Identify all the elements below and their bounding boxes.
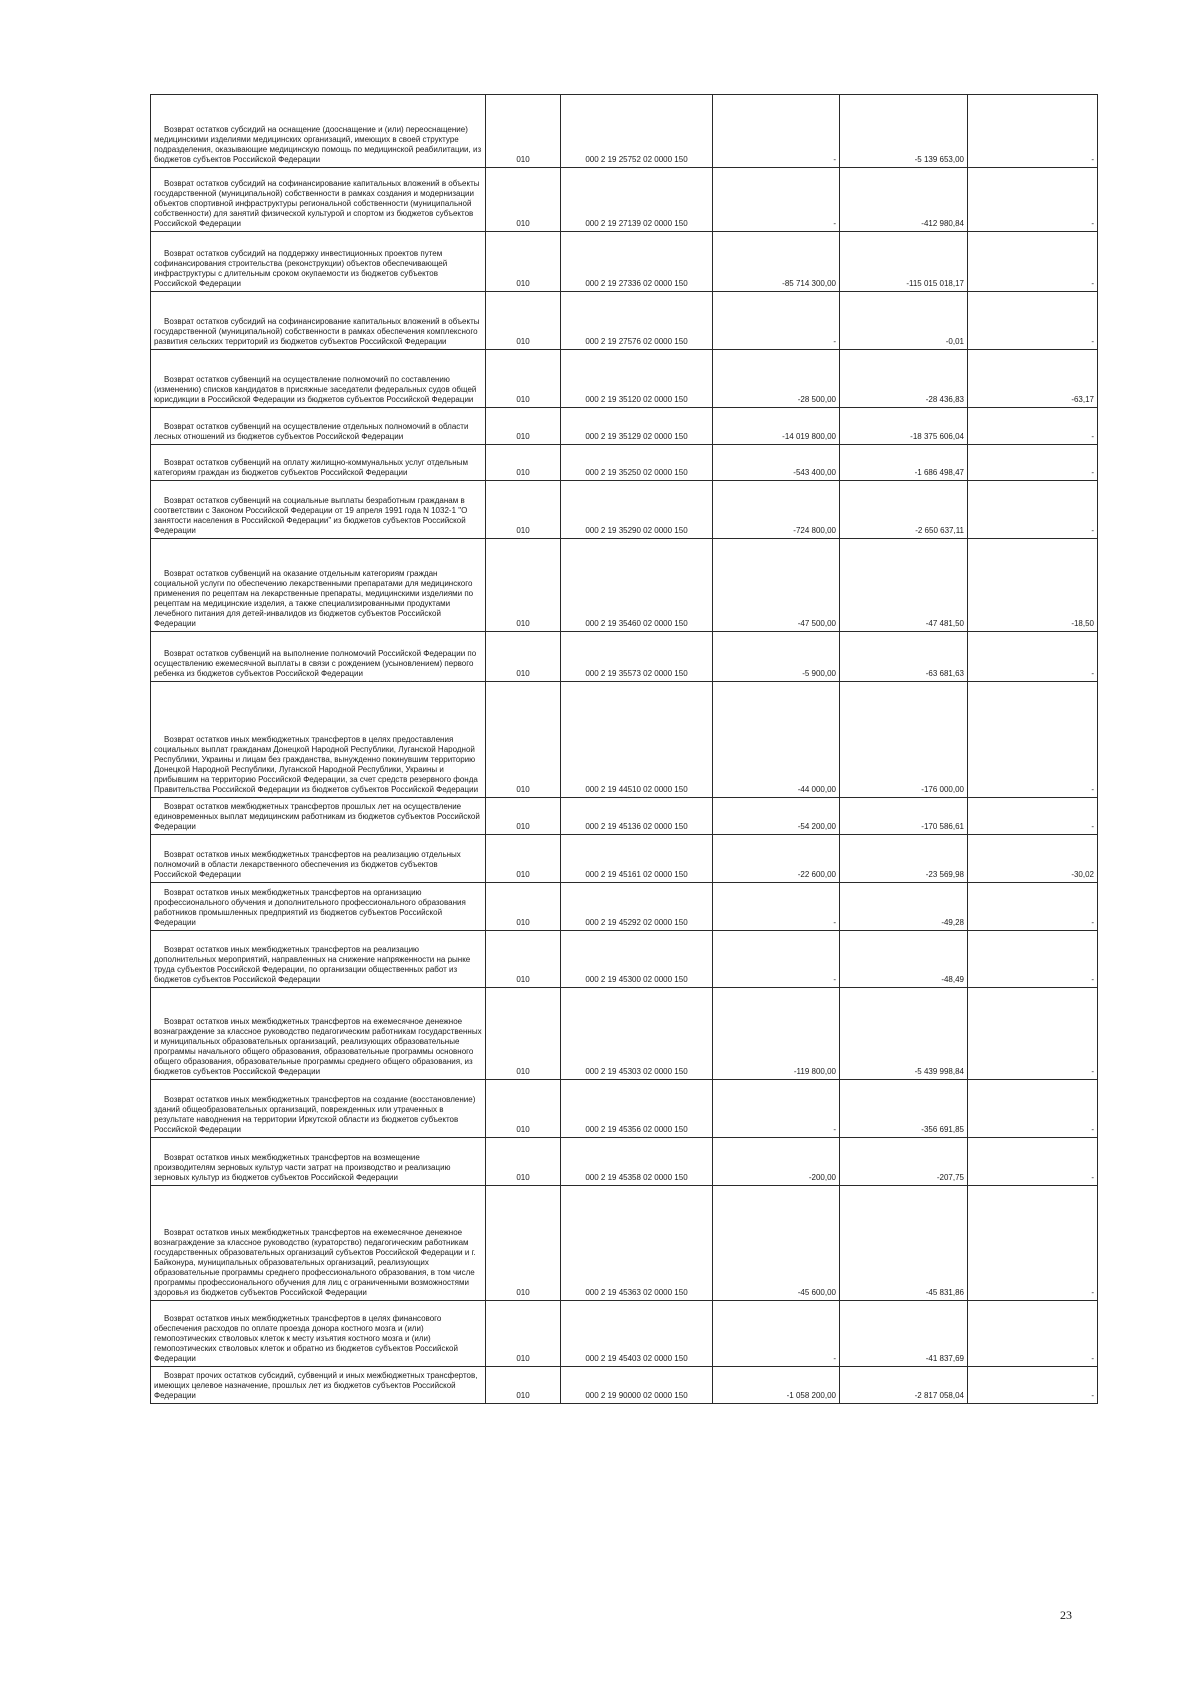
row-code: 010 xyxy=(516,822,530,831)
row-executed-amount-cell xyxy=(840,682,968,798)
row-unexecuted-amount: - xyxy=(1091,279,1094,288)
row-name-cell xyxy=(151,798,486,835)
row-executed-amount-cell xyxy=(840,445,968,481)
row-name-cell xyxy=(151,1138,486,1186)
row-code-cell xyxy=(486,835,561,883)
row-budget-code-cell xyxy=(561,682,713,798)
row-unexecuted-amount: - xyxy=(1091,1067,1094,1076)
row-name: Возврат остатков субсидий на поддержку инвестиционных проектов путем софинансирования строительства (реконструкции) объектов обеспечивающей инфраструктуры с длительным сроком окупаемости из бюджетов субъектов Российской Федерации xyxy=(154,249,448,288)
row-unexecuted-amount: - xyxy=(1091,468,1094,477)
row-budget-code-cell xyxy=(561,988,713,1080)
row-code: 010 xyxy=(516,1067,530,1076)
row-executed-amount: -63 681,63 xyxy=(925,669,964,678)
row-code: 010 xyxy=(516,1391,530,1400)
row-budget-code-cell xyxy=(561,1301,713,1367)
row-code: 010 xyxy=(516,619,530,628)
row-name: Возврат остатков субвенций на осуществление полномочий по составлению (изменению) списков кандидатов в присяжные заседатели федеральных судов общей юрисдикции в Российской Федерации из бюджетов субъектов Российской Федерации xyxy=(154,375,477,404)
table-row xyxy=(151,931,1098,988)
row-executed-amount-cell xyxy=(840,988,968,1080)
row-name: Возврат остатков субвенций на оплату жилищно-коммунальных услуг отдельным категориям граждан из бюджетов субъектов Российской Федерации xyxy=(154,458,468,477)
row-budget-code: 000 2 19 45300 02 0000 150 xyxy=(585,975,688,984)
row-unexecuted-amount: - xyxy=(1091,669,1094,678)
row-approved-amount-cell xyxy=(713,835,840,883)
row-name: Возврат остатков субвенций на социальные выплаты безработным гражданам в соответствии с Законом Российской Федерации от 19 апреля 1991 года N 1032-1 "О занятости населения в Российской Федерации" из бюджетов субъектов Российской Федерации xyxy=(154,496,468,535)
row-approved-amount: - xyxy=(833,1125,836,1134)
row-budget-code: 000 2 19 35460 02 0000 150 xyxy=(585,619,688,628)
row-code-cell xyxy=(486,232,561,292)
row-name-cell xyxy=(151,883,486,931)
row-unexecuted-amount-cell xyxy=(968,1138,1098,1186)
row-budget-code-cell xyxy=(561,481,713,539)
row-budget-code: 000 2 19 25752 02 0000 150 xyxy=(585,155,688,164)
table-row xyxy=(151,168,1098,232)
row-unexecuted-amount-cell xyxy=(968,1301,1098,1367)
row-approved-amount: -14 019 800,00 xyxy=(782,432,836,441)
row-code-cell xyxy=(486,1186,561,1301)
row-executed-amount: -45 831,86 xyxy=(925,1288,964,1297)
table-row xyxy=(151,292,1098,350)
row-approved-amount: -44 000,00 xyxy=(797,785,836,794)
row-budget-code-cell xyxy=(561,1367,713,1404)
row-approved-amount: - xyxy=(833,337,836,346)
row-code: 010 xyxy=(516,918,530,927)
row-executed-amount: -5 439 998,84 xyxy=(914,1067,964,1076)
row-code: 010 xyxy=(516,395,530,404)
row-executed-amount: -0,01 xyxy=(945,337,964,346)
row-approved-amount-cell xyxy=(713,408,840,445)
row-approved-amount: - xyxy=(833,219,836,228)
row-budget-code-cell xyxy=(561,1138,713,1186)
row-executed-amount-cell xyxy=(840,1080,968,1138)
row-executed-amount-cell xyxy=(840,481,968,539)
row-name: Возврат остатков иных межбюджетных трансфертов на организацию профессионального обучения и дополнительного профессионального образования работников промышленных предприятий из бюджетов субъектов Российской Федерации xyxy=(154,888,466,927)
row-code-cell xyxy=(486,798,561,835)
row-code: 010 xyxy=(516,279,530,288)
row-unexecuted-amount-cell xyxy=(968,445,1098,481)
row-budget-code: 000 2 19 90000 02 0000 150 xyxy=(585,1391,688,1400)
row-code-cell xyxy=(486,408,561,445)
row-code: 010 xyxy=(516,155,530,164)
row-approved-amount: -47 500,00 xyxy=(797,619,836,628)
row-name-cell xyxy=(151,232,486,292)
row-budget-code: 000 2 19 45356 02 0000 150 xyxy=(585,1125,688,1134)
row-executed-amount: -207,75 xyxy=(936,1173,964,1182)
row-approved-amount-cell xyxy=(713,632,840,682)
row-executed-amount-cell xyxy=(840,232,968,292)
row-executed-amount-cell xyxy=(840,539,968,632)
row-budget-code-cell xyxy=(561,883,713,931)
row-unexecuted-amount-cell xyxy=(968,835,1098,883)
row-approved-amount: -543 400,00 xyxy=(793,468,836,477)
row-approved-amount-cell xyxy=(713,445,840,481)
row-name-cell xyxy=(151,539,486,632)
row-executed-amount-cell xyxy=(840,798,968,835)
row-approved-amount: - xyxy=(833,918,836,927)
row-name-cell xyxy=(151,95,486,168)
row-code-cell xyxy=(486,445,561,481)
row-unexecuted-amount: - xyxy=(1091,219,1094,228)
row-budget-code: 000 2 19 35573 02 0000 150 xyxy=(585,669,688,678)
row-code: 010 xyxy=(516,219,530,228)
row-executed-amount: -2 650 637,11 xyxy=(915,526,964,535)
row-code-cell xyxy=(486,632,561,682)
row-name: Возврат остатков иных межбюджетных трансфертов на ежемесячное денежное вознаграждение за классное руководство педагогическим работникам государственных и муниципальных образовательных организаций, реализующих образовательные программы начального общего образования, образовательные программы основного общего образования, образовательные программы среднего общего образования, из бюджетов субъектов Российской Федерации xyxy=(154,1017,482,1076)
row-code-cell xyxy=(486,1367,561,1404)
row-executed-amount: -47 481,50 xyxy=(925,619,964,628)
row-approved-amount: -5 900,00 xyxy=(802,669,836,678)
row-code-cell xyxy=(486,168,561,232)
row-unexecuted-amount: - xyxy=(1091,918,1094,927)
row-budget-code-cell xyxy=(561,168,713,232)
row-executed-amount: -1 686 498,47 xyxy=(914,468,964,477)
row-unexecuted-amount: - xyxy=(1091,432,1094,441)
row-name-cell xyxy=(151,835,486,883)
row-unexecuted-amount-cell xyxy=(968,931,1098,988)
row-executed-amount: -2 817 058,04 xyxy=(914,1391,964,1400)
row-budget-code-cell xyxy=(561,1186,713,1301)
row-unexecuted-amount: -63,17 xyxy=(1071,395,1094,404)
row-unexecuted-amount-cell xyxy=(968,408,1098,445)
row-budget-code-cell xyxy=(561,931,713,988)
row-unexecuted-amount-cell xyxy=(968,292,1098,350)
row-code: 010 xyxy=(516,975,530,984)
row-executed-amount: -412 980,84 xyxy=(921,219,964,228)
row-budget-code-cell xyxy=(561,445,713,481)
row-executed-amount: -170 586,61 xyxy=(921,822,964,831)
row-executed-amount: -28 436,83 xyxy=(925,395,964,404)
row-executed-amount-cell xyxy=(840,292,968,350)
row-approved-amount: -724 800,00 xyxy=(793,526,836,535)
table-row xyxy=(151,350,1098,408)
row-unexecuted-amount-cell xyxy=(968,632,1098,682)
row-approved-amount-cell xyxy=(713,232,840,292)
row-unexecuted-amount-cell xyxy=(968,988,1098,1080)
row-unexecuted-amount: - xyxy=(1091,155,1094,164)
row-code: 010 xyxy=(516,432,530,441)
row-unexecuted-amount: - xyxy=(1091,1288,1094,1297)
row-executed-amount-cell xyxy=(840,1301,968,1367)
row-budget-code-cell xyxy=(561,539,713,632)
row-name-cell xyxy=(151,1367,486,1404)
row-executed-amount: -23 569,98 xyxy=(925,870,964,879)
row-unexecuted-amount: - xyxy=(1091,975,1094,984)
row-name: Возврат остатков иных межбюджетных трансфертов на реализацию отдельных полномочий в области лекарственного обеспечения из бюджетов субъектов Российской Федерации xyxy=(154,850,461,879)
row-approved-amount-cell xyxy=(713,1186,840,1301)
row-approved-amount-cell xyxy=(713,95,840,168)
row-name-cell xyxy=(151,445,486,481)
row-executed-amount-cell xyxy=(840,1138,968,1186)
row-code-cell xyxy=(486,481,561,539)
row-name: Возврат остатков субсидий на софинансирование капитальных вложений в объекты государственной (муниципальной) собственности в рамках обеспечения комплексного развития сельских территорий из бюджетов субъектов Российской Федерации xyxy=(154,317,480,346)
row-budget-code: 000 2 19 45161 02 0000 150 xyxy=(585,870,688,879)
row-budget-code-cell xyxy=(561,292,713,350)
row-name: Возврат остатков иных межбюджетных трансфертов на возмещение производителям зерновых культур части затрат на производство и реализацию зерновых культур из бюджетов субъектов Российской Федерации xyxy=(154,1153,451,1182)
row-approved-amount-cell xyxy=(713,292,840,350)
row-unexecuted-amount-cell xyxy=(968,481,1098,539)
table-row xyxy=(151,539,1098,632)
row-budget-code: 000 2 19 35129 02 0000 150 xyxy=(585,432,688,441)
row-unexecuted-amount-cell xyxy=(968,350,1098,408)
row-code-cell xyxy=(486,539,561,632)
row-unexecuted-amount: - xyxy=(1091,1173,1094,1182)
row-approved-amount-cell xyxy=(713,931,840,988)
row-approved-amount: - xyxy=(833,1354,836,1363)
row-executed-amount-cell xyxy=(840,408,968,445)
row-name-cell xyxy=(151,168,486,232)
row-name: Возврат остатков иных межбюджетных трансфертов на создание (восстановление) зданий общеобразовательных организаций, поврежденных или утраченных в результате наводнения на территории Иркутской области из бюджетов субъектов Российской Федерации xyxy=(154,1095,476,1134)
row-name-cell xyxy=(151,408,486,445)
row-approved-amount-cell xyxy=(713,1080,840,1138)
row-approved-amount-cell xyxy=(713,798,840,835)
row-executed-amount-cell xyxy=(840,350,968,408)
row-executed-amount-cell xyxy=(840,632,968,682)
page-number: 23 xyxy=(1060,1608,1072,1622)
table-row xyxy=(151,883,1098,931)
row-name: Возврат прочих остатков субсидий, субвенций и иных межбюджетных трансфертов, имеющих целевое назначение, прошлых лет из бюджетов субъектов Российской Федерации xyxy=(154,1371,478,1400)
row-budget-code: 000 2 19 44510 02 0000 150 xyxy=(585,785,688,794)
row-name-cell xyxy=(151,632,486,682)
row-name: Возврат остатков субвенций на оказание отдельным категориям граждан социальной услуги по обеспечению лекарственными препаратами для медицинского применения по рецептам на лекарственные препараты, медицинскими изделиями по рецептам на медицинские изделия, а также специализированными продуктами лечебного питания для детей-инвалидов из бюджетов субъектов Российской Федерации xyxy=(154,569,474,628)
row-code: 010 xyxy=(516,669,530,678)
row-approved-amount-cell xyxy=(713,539,840,632)
row-name: Возврат остатков субсидий на оснащение (дооснащение и (или) переоснащение) медицинскими изделиями медицинских организаций, имеющих в своей структуре подразделения, оказывающие медицинскую помощь по медицинской реабилитации, из бюджетов субъектов Российской Федерации xyxy=(154,125,482,164)
row-approved-amount: - xyxy=(833,975,836,984)
row-approved-amount-cell xyxy=(713,883,840,931)
row-name: Возврат остатков иных межбюджетных трансфертов на реализацию дополнительных мероприятий, направленных на снижение напряженности на рынке труда субъектов Российской Федерации, по организации общественных работ из бюджетов субъектов Российской Федерации xyxy=(154,945,471,984)
row-executed-amount-cell xyxy=(840,168,968,232)
row-unexecuted-amount: -30,02 xyxy=(1071,870,1094,879)
row-code-cell xyxy=(486,988,561,1080)
row-code: 010 xyxy=(516,468,530,477)
row-unexecuted-amount: - xyxy=(1091,822,1094,831)
row-code-cell xyxy=(486,931,561,988)
row-approved-amount: -85 714 300,00 xyxy=(782,279,836,288)
row-code: 010 xyxy=(516,337,530,346)
row-budget-code: 000 2 19 35290 02 0000 150 xyxy=(585,526,688,535)
row-approved-amount: -119 800,00 xyxy=(793,1067,836,1076)
row-code: 010 xyxy=(516,1354,530,1363)
row-executed-amount: -18 375 606,04 xyxy=(910,432,964,441)
table-row xyxy=(151,1301,1098,1367)
row-executed-amount: -49,28 xyxy=(941,918,964,927)
row-approved-amount-cell xyxy=(713,682,840,798)
row-approved-amount: -22 600,00 xyxy=(797,870,836,879)
row-budget-code-cell xyxy=(561,835,713,883)
row-code-cell xyxy=(486,1301,561,1367)
table-row xyxy=(151,1080,1098,1138)
row-executed-amount: -41 837,69 xyxy=(925,1354,964,1363)
row-code: 010 xyxy=(516,1125,530,1134)
row-budget-code: 000 2 19 45136 02 0000 150 xyxy=(585,822,688,831)
row-code-cell xyxy=(486,682,561,798)
table-row xyxy=(151,798,1098,835)
table-row xyxy=(151,1138,1098,1186)
row-name-cell xyxy=(151,292,486,350)
row-approved-amount-cell xyxy=(713,1138,840,1186)
row-unexecuted-amount-cell xyxy=(968,539,1098,632)
row-approved-amount-cell xyxy=(713,1367,840,1404)
row-unexecuted-amount-cell xyxy=(968,682,1098,798)
row-approved-amount-cell xyxy=(713,1301,840,1367)
table-row xyxy=(151,682,1098,798)
row-executed-amount: -176 000,00 xyxy=(921,785,964,794)
row-budget-code: 000 2 19 35120 02 0000 150 xyxy=(585,395,688,404)
row-name: Возврат остатков иных межбюджетных трансфертов в целях предоставления социальных выплат гражданам Донецкой Народной Республики, Луганской Народной Республики, Украины и лицам без гражданства, вынужденно покинувшим территорию Донецкой Народной Республики, Луганской Народной Республики, Украины и прибывшим на территорию Российской Федерации, за счет средств резервного фонда Правительства Российской Федерации из бюджетов субъектов Российской Федерации xyxy=(154,735,479,794)
row-unexecuted-amount: - xyxy=(1091,1391,1094,1400)
row-unexecuted-amount: - xyxy=(1091,1125,1094,1134)
row-executed-amount: -5 139 653,00 xyxy=(914,155,964,164)
row-unexecuted-amount: -18,50 xyxy=(1071,619,1094,628)
row-unexecuted-amount-cell xyxy=(968,168,1098,232)
row-unexecuted-amount: - xyxy=(1091,337,1094,346)
table-row xyxy=(151,835,1098,883)
row-approved-amount: - xyxy=(833,155,836,164)
table-body xyxy=(151,95,1098,1404)
row-name-cell xyxy=(151,481,486,539)
row-budget-code: 000 2 19 45363 02 0000 150 xyxy=(585,1288,688,1297)
row-approved-amount: -1 058 200,00 xyxy=(786,1391,836,1400)
row-name-cell xyxy=(151,350,486,408)
row-code: 010 xyxy=(516,785,530,794)
row-approved-amount-cell xyxy=(713,350,840,408)
row-approved-amount: -200,00 xyxy=(808,1173,836,1182)
row-name: Возврат остатков иных межбюджетных трансфертов на ежемесячное денежное вознаграждение за классное руководство (кураторство) педагогическим работникам государственных образовательных организаций субъектов Российской Федерации и г. Байконура, муниципальных образовательных организаций, реализующих образовательные программы среднего профессионального образования, в том числе программы профессионального обучения для лиц с ограниченными возможностями здоровья из бюджетов субъектов Российской Федерации xyxy=(154,1228,476,1297)
row-budget-code-cell xyxy=(561,632,713,682)
row-code: 010 xyxy=(516,1288,530,1297)
row-name: Возврат остатков субсидий на софинансирование капитальных вложений в объекты государственной (муниципальной) собственности в рамках создания и модернизации объектов спортивной инфраструктуры региональной собственности (муниципальной собственности) для занятий физической культурой и спортом из бюджетов субъектов Российской Федерации xyxy=(154,179,480,228)
table-row xyxy=(151,632,1098,682)
row-executed-amount-cell xyxy=(840,1367,968,1404)
row-code: 010 xyxy=(516,870,530,879)
table-row xyxy=(151,95,1098,168)
row-name: Возврат остатков субвенций на осуществление отдельных полномочий в области лесных отношений из бюджетов субъектов Российской Федерации xyxy=(154,422,469,441)
row-budget-code-cell xyxy=(561,408,713,445)
row-approved-amount-cell xyxy=(713,481,840,539)
row-budget-code-cell xyxy=(561,798,713,835)
row-unexecuted-amount: - xyxy=(1091,526,1094,535)
row-unexecuted-amount-cell xyxy=(968,883,1098,931)
row-unexecuted-amount: - xyxy=(1091,785,1094,794)
row-approved-amount-cell xyxy=(713,168,840,232)
row-executed-amount-cell xyxy=(840,883,968,931)
table-row xyxy=(151,1186,1098,1301)
row-unexecuted-amount-cell xyxy=(968,1080,1098,1138)
row-unexecuted-amount-cell xyxy=(968,1186,1098,1301)
row-budget-code-cell xyxy=(561,232,713,292)
row-executed-amount-cell xyxy=(840,95,968,168)
row-approved-amount: -28 500,00 xyxy=(797,395,836,404)
table-row xyxy=(151,232,1098,292)
row-budget-code-cell xyxy=(561,1080,713,1138)
row-code-cell xyxy=(486,883,561,931)
row-name-cell xyxy=(151,988,486,1080)
row-code: 010 xyxy=(516,1173,530,1182)
table-row xyxy=(151,1367,1098,1404)
row-budget-code: 000 2 19 35250 02 0000 150 xyxy=(585,468,688,477)
row-code-cell xyxy=(486,350,561,408)
row-unexecuted-amount-cell xyxy=(968,1367,1098,1404)
table-row xyxy=(151,481,1098,539)
row-name-cell xyxy=(151,1186,486,1301)
row-unexecuted-amount-cell xyxy=(968,95,1098,168)
budget-return-table xyxy=(150,94,1098,1404)
row-budget-code: 000 2 19 27576 02 0000 150 xyxy=(585,337,688,346)
row-code-cell xyxy=(486,1080,561,1138)
row-budget-code-cell xyxy=(561,95,713,168)
row-budget-code-cell xyxy=(561,350,713,408)
row-approved-amount: -54 200,00 xyxy=(797,822,836,831)
table-row xyxy=(151,408,1098,445)
row-budget-code: 000 2 19 45403 02 0000 150 xyxy=(585,1354,688,1363)
row-executed-amount: -48,49 xyxy=(941,975,964,984)
row-executed-amount: -115 015 018,17 xyxy=(906,279,964,288)
row-code-cell xyxy=(486,95,561,168)
row-budget-code: 000 2 19 27139 02 0000 150 xyxy=(585,219,688,228)
row-executed-amount-cell xyxy=(840,835,968,883)
row-unexecuted-amount: - xyxy=(1091,1354,1094,1363)
row-name-cell xyxy=(151,1301,486,1367)
report-sheet xyxy=(150,94,1097,1404)
row-name-cell xyxy=(151,931,486,988)
row-name: Возврат остатков межбюджетных трансфертов прошлых лет на осуществление единовременных выплат медицинским работникам из бюджетов субъектов Российской Федерации xyxy=(154,802,480,831)
row-budget-code: 000 2 19 27336 02 0000 150 xyxy=(585,279,688,288)
row-name: Возврат остатков иных межбюджетных трансфертов в целях финансового обеспечения расходов по оплате проезда донора костного мозга и (или) гемопоэтических стволовых клеток к месту изъятия костного мозга и (или) гемопоэтических стволовых клеток и обратно из бюджетов субъектов Российской Федерации xyxy=(154,1314,458,1363)
row-budget-code: 000 2 19 45303 02 0000 150 xyxy=(585,1067,688,1076)
row-name-cell xyxy=(151,682,486,798)
row-code: 010 xyxy=(516,526,530,535)
row-approved-amount-cell xyxy=(713,988,840,1080)
row-unexecuted-amount-cell xyxy=(968,798,1098,835)
row-budget-code: 000 2 19 45292 02 0000 150 xyxy=(585,918,688,927)
row-executed-amount-cell xyxy=(840,1186,968,1301)
row-code-cell xyxy=(486,292,561,350)
row-code-cell xyxy=(486,1138,561,1186)
row-name: Возврат остатков субвенций на выполнение полномочий Российской Федерации по осуществлению ежемесячной выплаты в связи с рождением (усыновлением) первого ребенка из бюджетов субъектов Российской Федерации xyxy=(154,649,477,678)
row-approved-amount: -45 600,00 xyxy=(797,1288,836,1297)
row-name-cell xyxy=(151,1080,486,1138)
row-budget-code: 000 2 19 45358 02 0000 150 xyxy=(585,1173,688,1182)
table-row xyxy=(151,988,1098,1080)
row-executed-amount-cell xyxy=(840,931,968,988)
table-row xyxy=(151,445,1098,481)
row-unexecuted-amount-cell xyxy=(968,232,1098,292)
row-executed-amount: -356 691,85 xyxy=(921,1125,964,1134)
